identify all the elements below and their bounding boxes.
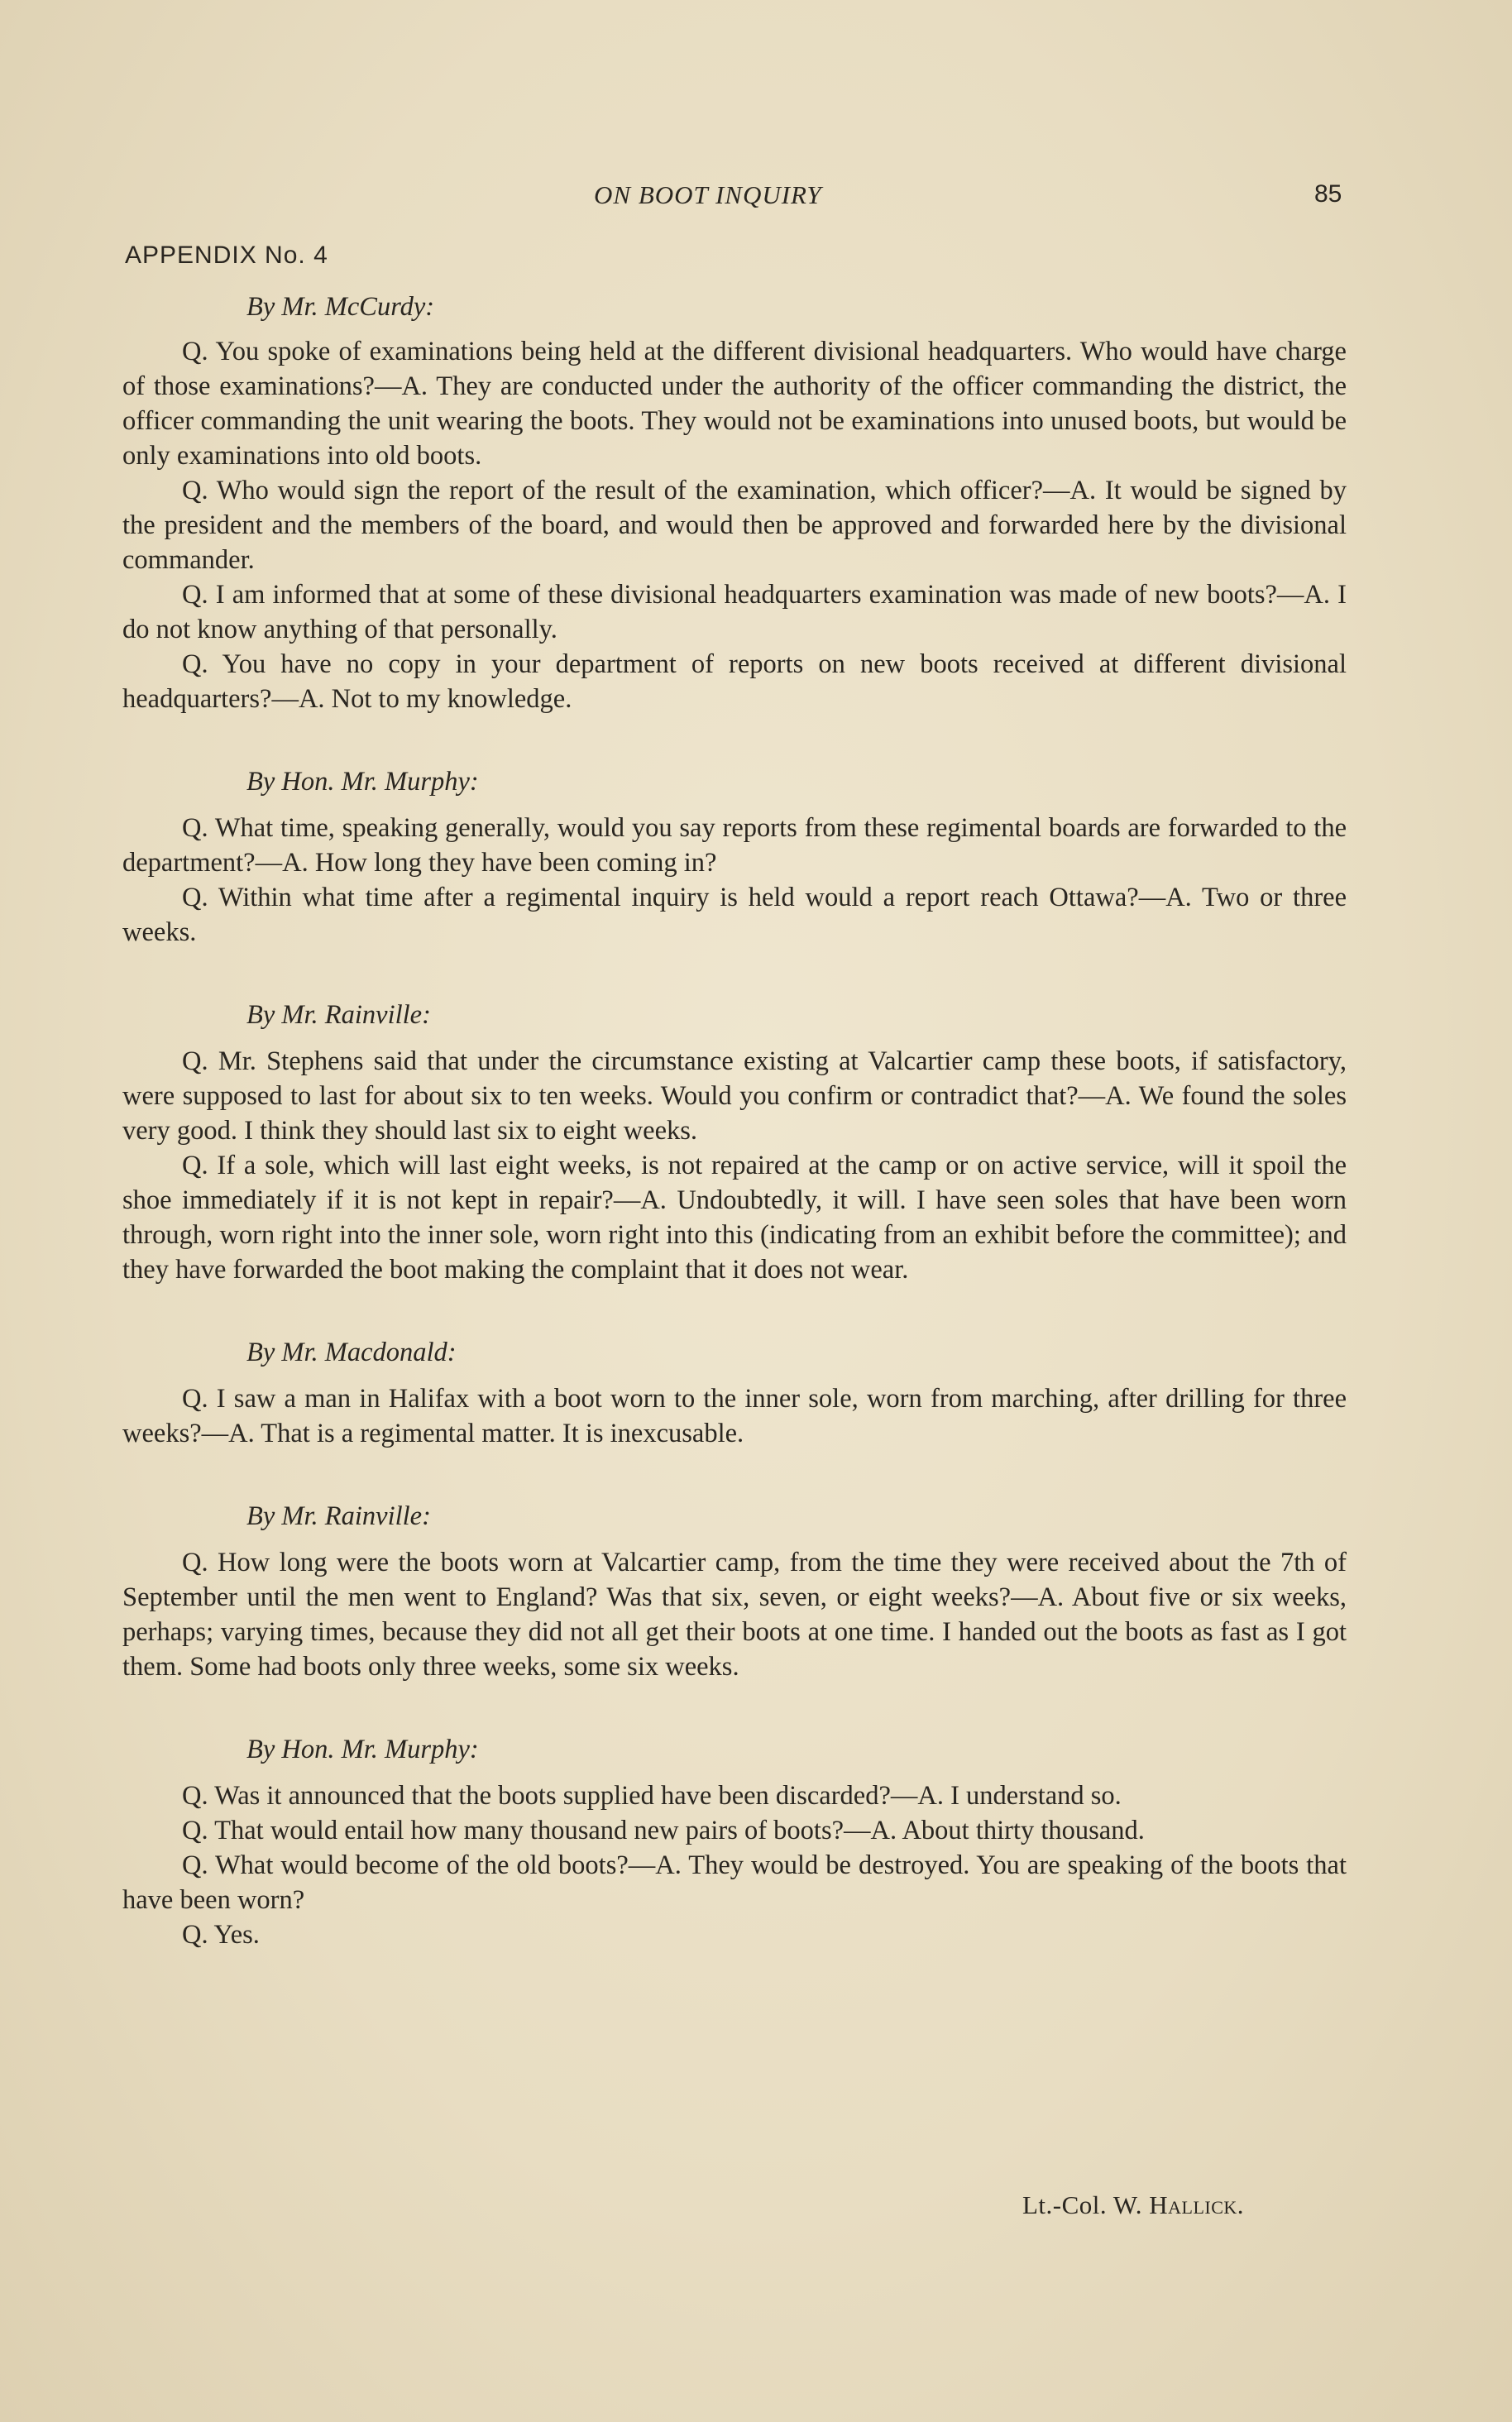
paragraph: Q. I saw a man in Halifax with a boot worn to the inner sole, worn from marching, after drilling for three weeks?—A. That is a regimental matter. It is inexcusable. — [122, 1384, 1347, 1448]
signature-prefix: Lt.-Col. W. — [1022, 2190, 1150, 2219]
paragraph: Q. Mr. Stephens said that under the circumstance existing at Valcartier camp these boots, if satisfactory, were supposed to last for about six to ten weeks. Would you confirm or contradict that?—A. We found the soles very good. I think they should last six to eight weeks. — [122, 1046, 1347, 1146]
paragraph: Q. How long were the boots worn at Valcartier camp, from the time they were received about the 7th of September until the men went to England? Was that six, seven, or eight weeks?—A. About five or six weeks, perhaps; varying times, because they did not all get their boots at one time. I handed out the boots as fast as I got them. Some had boots only three weeks, some six weeks. — [122, 1548, 1347, 1682]
paragraph: Q. What time, speaking generally, would you say reports from these regimental boards are forwarded to the department?—A. How long they have been coming in? — [122, 813, 1347, 878]
testimony-section — [122, 1499, 1347, 1684]
paragraph: Q. What would become of the old boots?—A. They would be destroyed. You are speaking of the boots that have been worn? — [122, 1850, 1347, 1915]
speaker-heading: By Hon. Mr. Murphy: — [246, 767, 479, 797]
appendix-label: APPENDIX No. 4 — [125, 242, 328, 269]
speaker-heading: By Mr. Rainville: — [246, 1000, 431, 1030]
speaker-heading: By Mr. Rainville: — [246, 1501, 431, 1531]
speaker-heading: By Mr. McCurdy: — [246, 292, 435, 322]
paragraph: Q. Was it announced that the boots supplied have been discarded?—A. I understand so. — [182, 1781, 1122, 1811]
paragraph: Q. Who would sign the report of the result of the examination, which officer?—A. It would be signed by the president and the members of the board, and would then be approved and forwarded here by the divisional commander. — [122, 476, 1347, 575]
paragraph: Q. If a sole, which will last eight weeks, is not repaired at the camp or on active service, will it spoil the shoe immediately if it is not kept in repair?—A. Undoubtedly, it will. I have seen soles that have been worn through, worn right into the inner sole, worn right into this (indicating from an exhibit before the committee); and they have forwarded the boot making the complaint that it does not wear. — [122, 1151, 1347, 1285]
testimony-section — [122, 290, 1347, 716]
testimony-body — [122, 290, 1347, 1952]
testimony-section — [122, 764, 1347, 950]
testimony-section — [122, 1335, 1347, 1451]
paragraph: Q. You have no copy in your department of reports on new boots received at different divisional headquarters?—A. Not to my knowledge. — [122, 649, 1347, 714]
paragraph: Q. Yes. — [182, 1920, 260, 1950]
paragraph: Q. That would entail how many thousand new pairs of boots?—A. About thirty thousand. — [182, 1816, 1145, 1845]
signature-surname: Hallick. — [1149, 2190, 1245, 2219]
speaker-heading: By Hon. Mr. Murphy: — [246, 1735, 479, 1764]
testimony-section — [122, 998, 1347, 1287]
paragraph: Q. I am informed that at some of these divisional headquarters examination was made of new boots?—A. I do not know anything of that personally. — [122, 580, 1347, 644]
paragraph: Q. Within what time after a regimental inquiry is held would a report reach Ottawa?—A. Two or three weeks. — [122, 883, 1347, 947]
paragraph: Q. You spoke of examinations being held at the different divisional headquarters. Who would have charge of those examinations?—A. They are conducted under the authority of the officer commanding the district, the officer commanding the unit wearing the boots. They would not be examinations into unused boots, but would be only examinations into old boots. — [122, 337, 1347, 471]
speaker-heading: By Mr. Macdonald: — [246, 1338, 457, 1367]
witness-signature — [1022, 2190, 1244, 2220]
running-header — [0, 180, 1512, 213]
running-title: ON BOOT INQUIRY — [594, 180, 822, 209]
testimony-section — [122, 1732, 1347, 1952]
page-number: 85 — [1314, 180, 1342, 208]
